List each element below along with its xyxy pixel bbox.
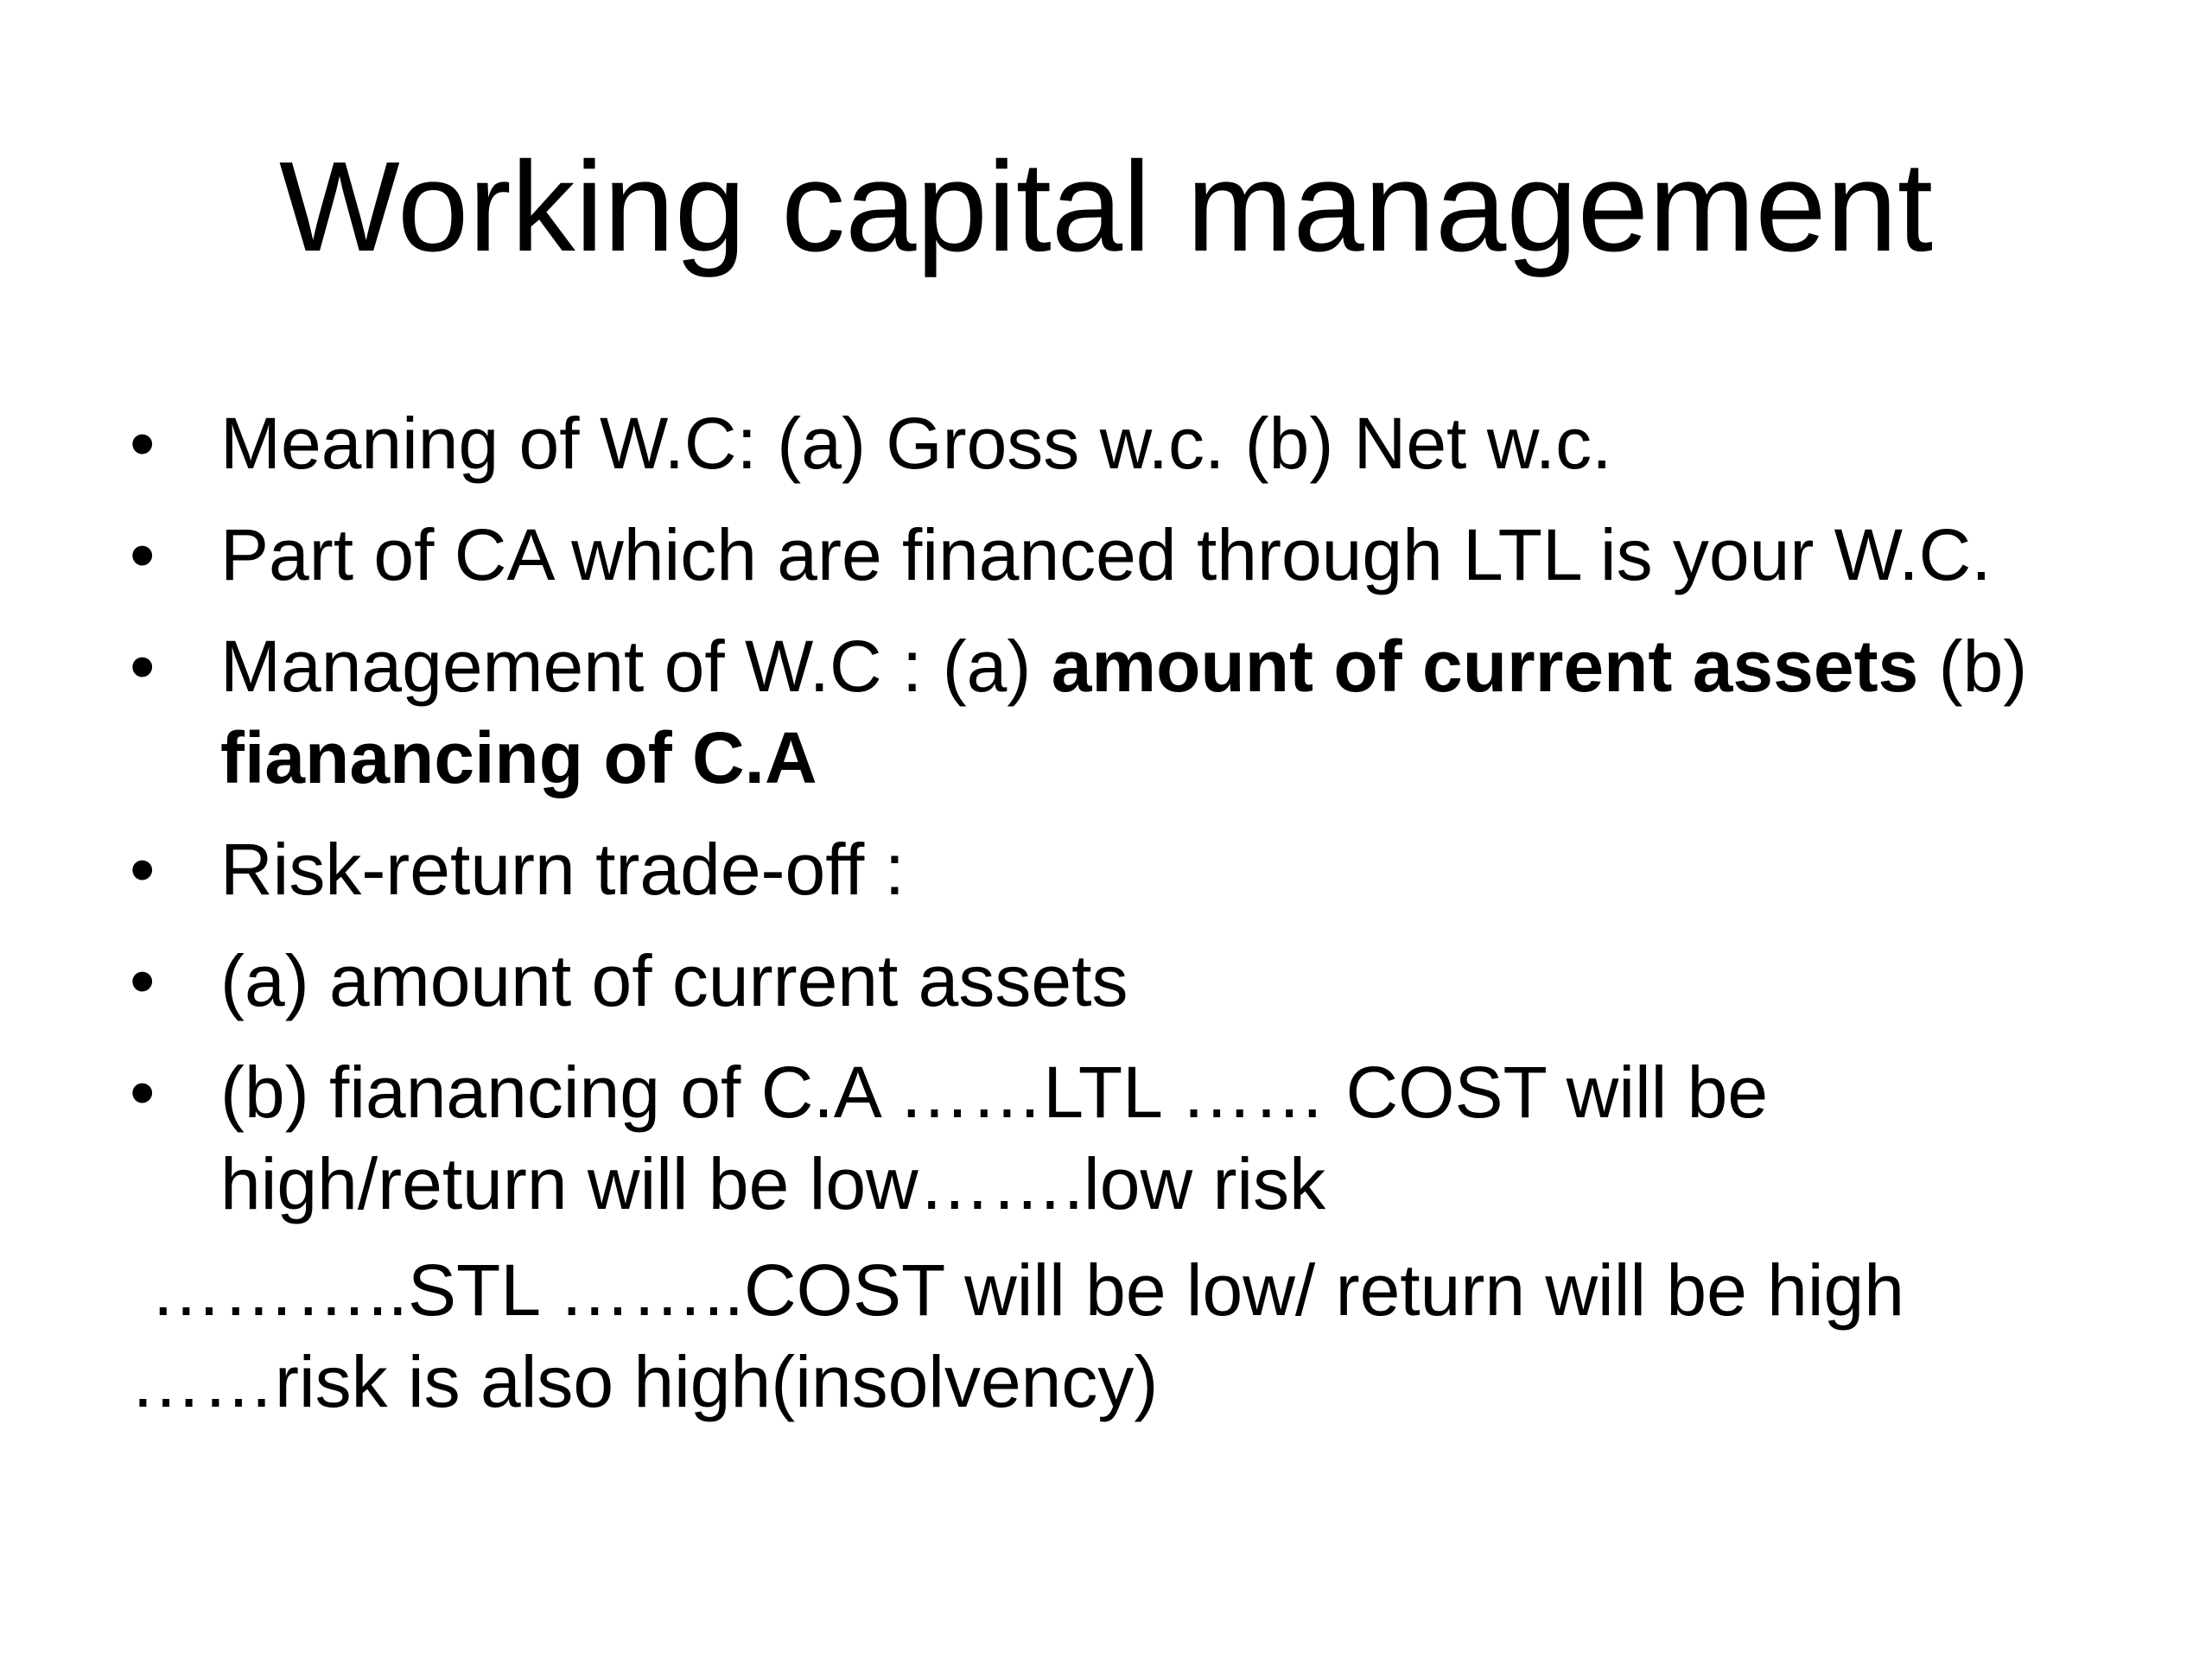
bullet-list [130, 397, 2117, 1249]
bullet-dot: • [130, 829, 156, 910]
bullet-dot: • [130, 514, 156, 595]
bullet-text: (a) amount of current assets [220, 940, 1128, 1021]
bullet-dot: • [130, 940, 156, 1021]
bullet-text-line-2: high/return will be low…….low risk [220, 1143, 1326, 1224]
slide-title: Working capital management [278, 136, 1934, 278]
bullet-bold-financing: fianancing of C.A [220, 717, 817, 798]
bullet-item-amount-current-assets [130, 935, 2117, 1027]
bullet-text-prefix: Management of W.C : (a) [220, 626, 1052, 707]
bullet-dot: • [130, 403, 156, 484]
bullet-text: Risk-return trade-off : [220, 829, 906, 910]
bullet-item-meaning [130, 397, 2117, 489]
bullet-item-part-of-ca [130, 509, 2117, 601]
bullet-bold-amount: amount of current assets [1051, 626, 1919, 707]
bullet-dot: • [130, 626, 156, 707]
trailing-paragraph [130, 1244, 2117, 1427]
bullet-text-middle: (b) [1918, 626, 2028, 707]
bullet-text: Part of CA which are financed through LTL is your W.C. [220, 514, 1992, 595]
bullet-item-risk-return [130, 823, 2117, 915]
trailing-line-1: ………..STL ……..COST will be low/ return will be high [130, 1249, 1904, 1331]
bullet-item-management [130, 620, 2117, 804]
trailing-line-2: ……risk is also high(insolvency) [130, 1341, 1159, 1422]
bullet-item-financing-ltl [130, 1046, 2117, 1230]
bullet-text-line-1: (b) fianancing of C.A ……LTL …… COST will be [220, 1052, 1769, 1133]
bullet-text: Meaning of W.C: (a) Gross w.c. (b) Net w.c. [220, 403, 1612, 484]
bullet-dot: • [130, 1052, 156, 1133]
